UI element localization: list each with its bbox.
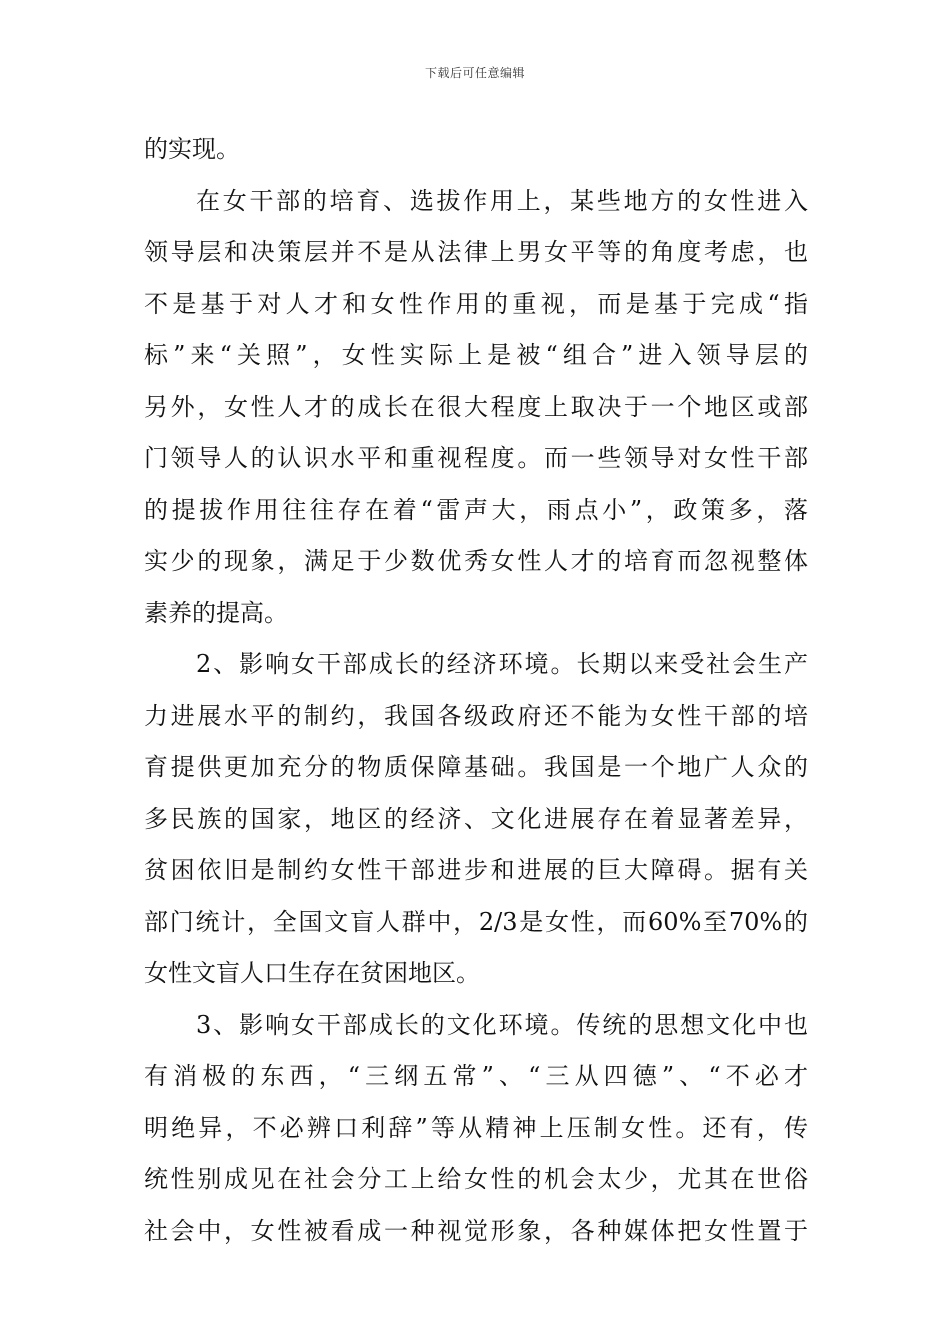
text-line: 另外，女性人才的成长在很大程度上取决于一个地区或部	[144, 392, 808, 421]
text-line: 在女干部的培育、选拔作用上，某些地方的女性进入	[196, 186, 808, 215]
text-line: 不是基于对人才和女性作用的重视，而是基于完成“指	[144, 289, 808, 318]
text-line: 领导层和决策层并不是从法律上男女平等的角度考虑，也	[144, 238, 808, 266]
text-line: 力进展水平的制约，我国各级政府还不能为女性干部的培	[144, 701, 808, 730]
text-line: 明绝异，不必辨口利辞”等从精神上压制女性。还有，传	[144, 1113, 808, 1142]
text-line: 贫困依旧是制约女性干部进步和进展的巨大障碍。据有关	[144, 856, 808, 884]
page-header: 下载后可任意编辑	[424, 66, 525, 80]
text-line: 部门统计，全国文盲人群中，2/3是女性，而60%至70%的	[144, 907, 808, 936]
text-line: 2、影响女干部成长的经济环境。长期以来受社会生产	[196, 650, 808, 678]
text-line: 有消极的东西，“三纲五常”、“三从四德”、“不必才	[144, 1062, 808, 1090]
text-line: 育提供更加充分的物质保障基础。我国是一个地广人众的	[144, 753, 808, 781]
text-line: 多民族的国家，地区的经济、文化进展存在着显著差异，	[144, 804, 808, 833]
document-body	[144, 124, 808, 1257]
text-line: 社会中，女性被看成一种视觉形象，各种媒体把女性置于	[144, 1216, 808, 1245]
text-line: 实少的现象，满足于少数优秀女性人才的培育而忽视整体	[144, 547, 808, 575]
text-line: 3、影响女干部成长的文化环境。传统的思想文化中也	[196, 1010, 808, 1039]
text-line: 门领导人的认识水平和重视程度。而一些领导对女性干部	[144, 444, 808, 472]
text-line: 统性别成见在社会分工上给女性的机会太少，尤其在世俗	[144, 1165, 808, 1193]
text-line: 素养的提高。	[144, 598, 288, 627]
text-line: 的实现。	[144, 135, 240, 163]
text-line: 的提拔作用往往存在着“雷声大，雨点小”，政策多，落	[144, 495, 808, 524]
text-line: 女性文盲人口生存在贫困地区。	[144, 959, 480, 987]
text-line: 标”来“关照”，女性实际上是被“组合”进入领导层的	[144, 341, 808, 369]
